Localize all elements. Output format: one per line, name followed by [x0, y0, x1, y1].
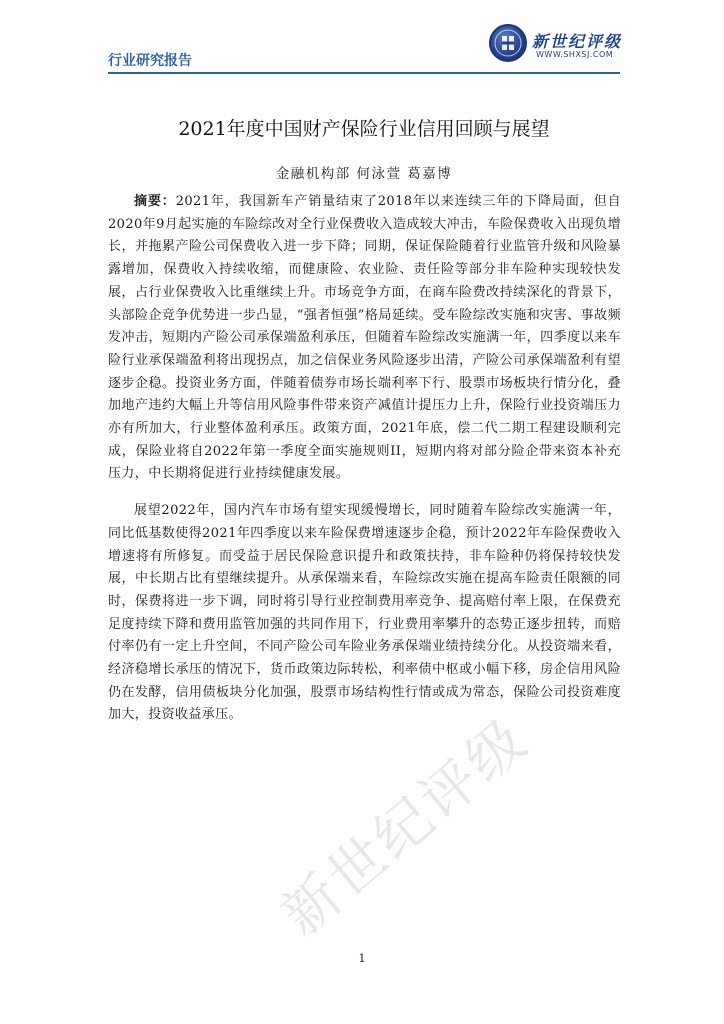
- authors: 金融机构部 何泳萱 葛嘉博: [275, 166, 453, 182]
- header-rule: [108, 72, 620, 74]
- abstract-text: 2021年，我国新车产销量结束了2018年以来连续三年的下降局面，但自2020年9月起实施的车险综改对全行业保费收入造成较大冲击，车险保费收入出现负增长，并拖累产险公司保费收入进一步下降；同期，保证保险随着行业监管升级和风险暴露增加，保费收入持续收缩，而健康险、农业险、责任险等部分非车险种实现较快发展，占行业保费收入比重继续上升。市场竞争方面，在商车险费改持续深化的背景下，头部险企竞争优势进一步凸显，“强者恒强”格局延续。受车险综改实施和灾害、事故频发冲击，短期内产险公司承保端盈利承压，但随着车险综改实施满一年，四季度以来车险行业承保端盈利将出现拐点，加之信保业务风险逐步出清，产险公司承保端盈利有望逐步企稳。投资业务方面，伴随着债券市场长端利率下行、股票市场板块行情分化，叠加地产违约大幅上升等信用风险事件带来资产减值计提压力上升，保险行业投资端压力亦有所加大，行业整体盈利承压。政策方面，2021年底，偿二代二期工程建设顺利完成，保险业将自2022年第一季度全面实施规则II，短期内将对部分险企带来资本补充压力，中长期将促进行业持续健康发展。: [108, 194, 621, 482]
- logo-mark-icon: [489, 24, 527, 62]
- logo-url: WWW.SHXSJ.COM: [536, 50, 614, 59]
- document-title: 2021年度中国财产保险行业信用回顾与展望: [178, 118, 550, 140]
- watermark: 新世纪评级: [269, 706, 542, 949]
- abstract-paragraph: [108, 191, 621, 486]
- body-text: [108, 191, 621, 727]
- abstract-label: 摘要：: [134, 194, 176, 209]
- logo-name: 新世纪评级: [532, 32, 623, 51]
- outlook-paragraph: 展望2022年，国内汽车市场有望实现缓慢增长，同时随着车险综改实施满一年，同比低基数使得2021年四季度以来车险保费增速逐步企稳，预计2022年车险保费收入增速将有所修复。而受益于居民保险意识提升和政策扶持，非车险种仍将保持较快发展，中长期占比有望继续提升。从承保端来看，车险综改实施在提高车险责任限额的同时，保费将进一步下调，同时将引导行业控制费用率竞争、提高赔付率上限，在保费充足度持续下降和费用监管加强的共同作用下，行业费用率攀升的态势正逐步扭转，而赔付率仍有一定上升空间，不同产险公司车险业务承保端业绩持续分化。从投资端来看，经济稳增长承压的情况下，货币政策边际转松，利率债中枢或小幅下移，房企信用风险仍在发酵，信用债板块分化加强，股票市场结构性行情或成为常态，保险公司投资难度加大，投资收益承压。: [108, 503, 621, 723]
- header-section-label: 行业研究报告: [108, 53, 192, 69]
- page-number: 1: [358, 952, 366, 965]
